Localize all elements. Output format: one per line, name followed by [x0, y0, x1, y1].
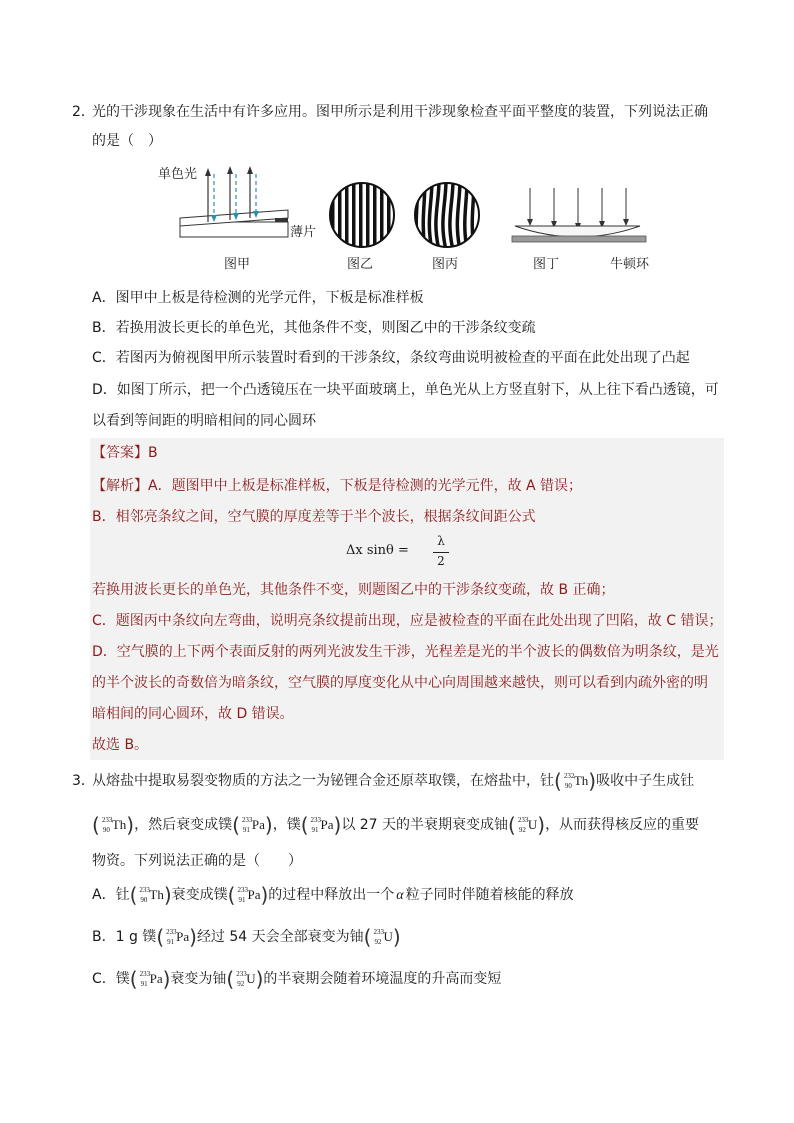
- q3-option-c-text-a: C．镤: [92, 971, 130, 987]
- q3-line2: ( 233 90 Th)，然后衰变成镤( 233 91 Pa)，镤( 233 91 Pa)以 27 天的半衰期衰变成铀( 233 92 U)，从而获得核反应的重要: [92, 813, 700, 837]
- q3-option-b-text-a: B．1 g 镤: [92, 929, 157, 945]
- answer-value: B: [148, 445, 158, 461]
- q3-option-c-text-c: 的半衰期会随着环境温度的升高而变短: [263, 971, 502, 987]
- nuclide-pa233-c: 233 91 Pa: [139, 970, 163, 988]
- figure-bing-fringes: [416, 180, 474, 250]
- analysis-line7: 暗相间的同心圆环，故 D 错误。: [92, 706, 294, 722]
- q3-option-a-text-a: A．钍: [92, 887, 130, 903]
- nuclide-th233: 233 90 Th: [101, 816, 127, 834]
- answer-label: 【答案】: [92, 445, 148, 461]
- q3-option-b-text-b: 经过 54 天会全部衰变为铀: [196, 929, 364, 945]
- answer-row: [92, 443, 158, 463]
- analysis-line2: B．相邻亮条纹之间，空气膜的厚度差等于半个波长，根据条纹间距公式: [92, 509, 536, 525]
- nuclide-th232: 232 90 Th: [563, 772, 589, 790]
- q3-line1: 从熔盐中提取易裂变物质的方法之一为铋锂合金还原萃取镤，在熔盐中，钍( 232 90 Th)吸收中子生成钍: [92, 769, 695, 793]
- caption-bing: 图丙: [432, 257, 459, 272]
- q3-option-b: B．1 g 镤( 233 91 Pa)经过 54 天会全部衰变为铀( 233 92 U): [92, 925, 401, 949]
- q3-line1-text-a: 从熔盐中提取易裂变物质的方法之一为铋锂合金还原萃取镤，在熔盐中，钍: [92, 773, 554, 789]
- q3-line1-text-b: 吸收中子生成钍: [596, 773, 695, 789]
- caption-yi: 图乙: [347, 257, 374, 272]
- q2-option-a: A．图甲中上板是待检测的光学元件，下板是标准样板: [92, 290, 424, 306]
- label-thin-sheet: 薄片: [290, 225, 317, 240]
- q3-line2-text-d: ，从而获得核反应的重要: [545, 817, 700, 833]
- caption-jia: 图甲: [224, 257, 251, 272]
- q3-option-a: A．钍( 233 90 Th)衰变成镤( 233 91 Pa)的过程中释放出一个 α 粒子同时伴随着核能的释放: [92, 883, 574, 907]
- q3-line3: 物资。下列说法正确的是（ ）: [92, 853, 302, 869]
- figure-yi-fringes: [330, 180, 394, 250]
- q3-option-a-text-c: 的过程中释放出一个: [268, 887, 395, 903]
- nuclide-u233-b: 233 92 U: [373, 928, 393, 946]
- figure-ding-lens: [512, 188, 646, 242]
- q2-number: 2．: [72, 104, 95, 120]
- q2-option-b: B．若换用波长更长的单色光，其他条件不变，则图乙中的干涉条纹变疏: [92, 320, 536, 336]
- analysis-label: 【解析】: [92, 478, 148, 494]
- q3-option-a-text-b: 衰变成镤: [171, 887, 228, 903]
- q3-number: 3．: [72, 773, 95, 789]
- q3-option-c: C．镤( 233 91 Pa)衰变为铀( 233 92 U)的半衰期会随着环境温度的升高而变短: [92, 967, 502, 991]
- analysis-line5: D．空气膜的上下两个表面反射的两列光波发生干涉，光程差是光的半个波长的偶数倍为明条纹，是光: [92, 644, 719, 660]
- q2-stem-line2: 的是（ ）: [92, 133, 162, 149]
- nuclide-pa233-b2: 233 91 Pa: [166, 928, 190, 946]
- formula-left: Δx sinθ =: [346, 543, 409, 558]
- analysis-line3: 若换用波长更长的单色光，其他条件不变，则题图乙中的干涉条纹变疏，故 B 正确；: [92, 582, 615, 598]
- nuclide-u233-c: 233 92 U: [236, 970, 256, 988]
- nuclide-th233-a: 233 90 Th: [139, 886, 164, 904]
- analysis-line6: 的半个波长的奇数倍为暗条纹，空气膜的厚度变化从中心向周围越来越快，则可以看到内疏外密的明: [92, 675, 708, 691]
- analysis-line8: 故选 B。: [92, 737, 149, 753]
- nuclide-u233: 233 92 U: [517, 816, 538, 834]
- caption-newton-rings: 牛顿环: [610, 257, 650, 272]
- analysis-row-1: [92, 476, 582, 496]
- formula-numerator: λ: [437, 534, 445, 548]
- q2-option-d-line1: D．如图丁所示，把一个凸透镜压在一块平面玻璃上，单色光从上方竖直射下，从上往下看凸透镜，可: [92, 382, 719, 398]
- alpha-symbol: α: [396, 888, 404, 903]
- q2-option-d-line2: 以看到等间距的明暗相间的同心圆环: [92, 413, 316, 429]
- q2-option-c: C．若图丙为俯视图甲所示装置时看到的干涉条纹，条纹弯曲说明被检查的平面在此处出现了凸起: [92, 350, 690, 366]
- q2-stem-line1: 光的干涉现象在生活中有许多应用。图甲所示是利用干涉现象检查平面平整度的装置，下列说法正确: [92, 104, 708, 120]
- q3-line2-text-a: ，然后衰变成镤: [134, 817, 233, 833]
- q3-line2-text-c: 以 27 天的半衰期衰变成铀: [341, 817, 509, 833]
- analysis-line4: C．题图丙中条纹向左弯曲，说明亮条纹提前出现，应是被检查的平面在此处出现了凹陷，故 C 错误；: [92, 613, 723, 629]
- q3-option-a-text-d: 粒子同时伴随着核能的释放: [405, 887, 574, 903]
- nuclide-pa233-b: 233 91 Pa: [310, 816, 334, 834]
- nuclide-pa233: 233 91 Pa: [241, 816, 265, 834]
- formula-denominator: 2: [437, 554, 445, 568]
- caption-ding: 图丁: [533, 257, 560, 272]
- formula-fraction-bar: [433, 552, 449, 553]
- label-monochromatic: 单色光: [158, 167, 198, 182]
- nuclide-pa233-a: 233 91 Pa: [237, 886, 261, 904]
- q3-option-c-text-b: 衰变为铀: [170, 971, 227, 987]
- q2-figure: [150, 160, 670, 275]
- analysis-line1: A．题图甲中上板是标准样板，下板是待检测的光学元件，故 A 错误；: [148, 478, 583, 494]
- q3-line2-text-b: ，镤: [272, 817, 301, 833]
